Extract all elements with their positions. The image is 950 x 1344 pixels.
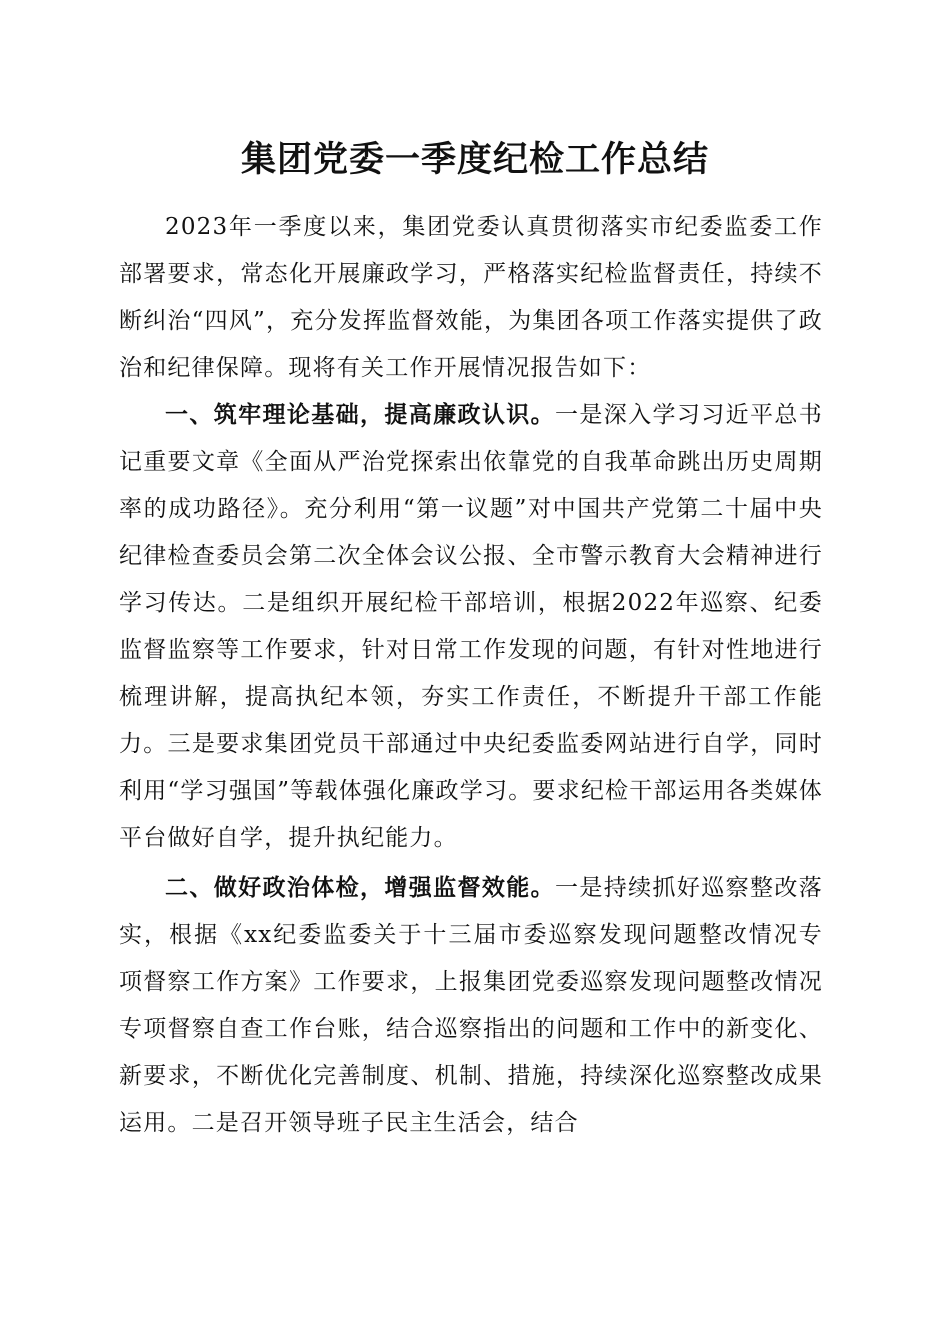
document-title: 集团党委一季度纪检工作总结	[240, 139, 709, 180]
section-two-paragraph	[119, 865, 823, 1147]
section-one-heading: 一、筑牢理论基础，提高廉政认识。	[165, 402, 556, 428]
section-two-text: 一是持续抓好巡察整改落实，根据《xx纪委监委关于十三届市委巡察发现问题整改情况专项督察工作方案》工作要求，上报集团党委巡察发现问题整改情况专项督察自查工作台账，结合巡察指出的问题和工作中的新变化、新要求，不断优化完善制度、机制、措施，持续深化巡察整改成果运用。二是召开领导班子民主生活会，结合	[119, 875, 823, 1136]
section-one-text: 一是深入学习习近平总书记重要文章《全面从严治党探索出依靠党的自我革命跳出历史周期率的成功路径》。充分利用“第一议题”对中国共产党第二十届中央纪律检查委员会第二次全体会议公报、全市警示教育大会精神进行学习传达。二是组织开展纪检干部培训，根据2022年巡察、纪委监督监察等工作要求，针对日常工作发现的问题，有针对性地进行梳理讲解，提高执纪本领，夯实工作责任，不断提升干部工作能力。三是要求集团党员干部通过中央纪委监委网站进行自学，同时利用“学习强国”等载体强化廉政学习。要求纪检干部运用各类媒体平台做好自学，提升执纪能力。	[119, 402, 823, 851]
document-body	[119, 204, 823, 1147]
intro-paragraph	[119, 204, 823, 392]
intro-paragraph-text: 2023年一季度以来，集团党委认真贯彻落实市纪委监委工作部署要求，常态化开展廉政学习，严格落实纪检监督责任，持续不断纠治“四风”，充分发挥监督效能，为集团各项工作落实提供了政治和纪律保障。现将有关工作开展情况报告如下：	[119, 214, 823, 381]
section-one-paragraph	[119, 392, 823, 862]
section-two-heading: 二、做好政治体检，增强监督效能。	[165, 875, 556, 901]
